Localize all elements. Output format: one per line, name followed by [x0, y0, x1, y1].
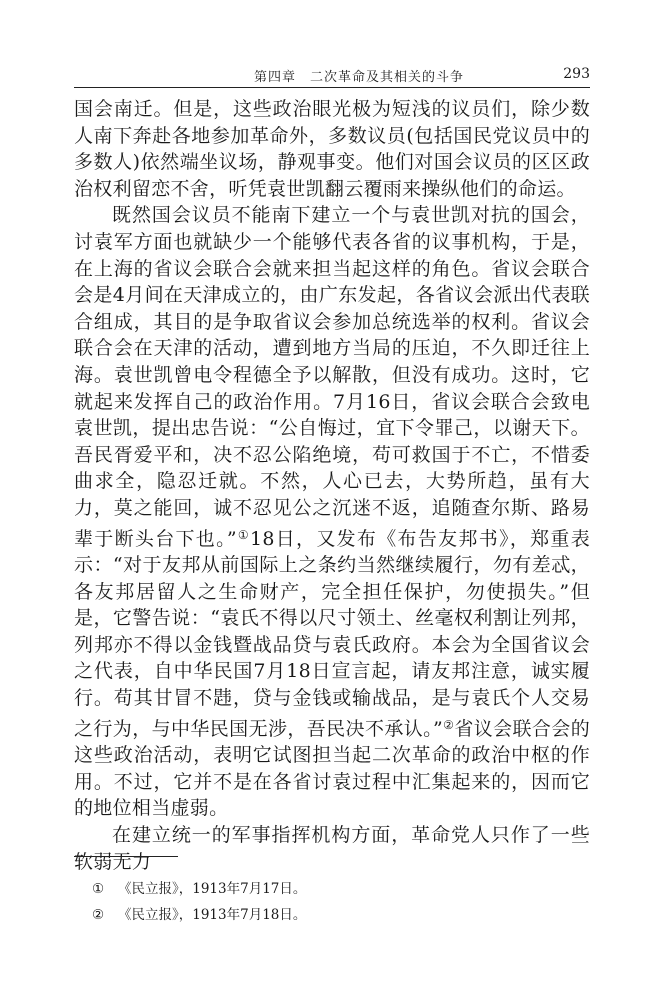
footnote-1	[92, 876, 306, 902]
footnotes	[92, 876, 306, 928]
footnote-rule	[74, 856, 178, 857]
paragraph-2-part-b: 18日，又发布《布告友邦书》，郑重表示：“对于友邦从前国际上之条约当然继续履行，勿有差忒，各友邦居留人之生命财产，完全担任保护，勿使损失。”但是，它警告说：“袁氏不得以尺寸领土、丝毫权利割让列邦，列邦亦不得以金钱暨战品贷与袁氏政府。本会为全国省议会之代表，自中华民国7月18日宣言起，请友邦注意，诚实履行。苟其甘冒不韪，贷与金钱或输战品，是与袁氏个人交易之行为，与中华民国无涉，吾民决不承认。”	[74, 527, 591, 740]
footnote-1-mark: ①	[92, 881, 105, 897]
footnote-2-text: 《民立报》，1913年7月18日。	[118, 907, 307, 923]
footnote-ref-2: ②	[443, 717, 455, 732]
paragraph-1: 国会南迁。但是，这些政治眼光极为短浅的议员们，除少数人南下奔赴各地参加革命外，多数议员(包括国民党议员中的多数人)依然端坐议场，静观事变。他们对国会议员的区区政治权利留恋不舍，听凭袁世凯翻云覆雨来操纵他们的命运。	[74, 98, 590, 200]
paragraph-2-part-a: 既然国会议员不能南下建立一个与袁世凯对抗的国会，讨袁军方面也就缺少一个能够代表各省的议事机构，于是，在上海的省议会联合会就来担当起这样的角色。省议会联合会是4月间在天津成立的，由广东发起，各省议会派出代表联合组成，其目的是争取省议会参加总统选举的权利。省议会联合会在天津的活动，遭到地方当局的压迫，不久即迁往上海。袁世凯曾电令程德全予以解散，但没有成功。这时，它就起来发挥自己的政治作用。7月16日，省议会联合会致电袁世凯，提出忠告说：“公自悔过，宜下令罪己，以谢天下。吾民胥爱平和，决不忍公陷绝境，苟可救国于不亡，不惜委曲求全，隐忍迁就。不然，人心已去，大势所趋，虽有大力，莫之能回，诚不忍见公之沉迷不返，追随查尔斯、路易辈于断头台下也。”	[74, 204, 590, 550]
paragraph-3: 在建立统一的军事指挥机构方面，革命党人只作了一些软弱无力	[74, 824, 590, 873]
running-header	[74, 62, 590, 88]
paragraph-2-part-c: 省议会联合会的这些政治活动，表明它试图担当起二次革命的政治中枢的作用。不过，它并不是在各省讨袁过程中汇集起来的，因而它的地位相当虚弱。	[74, 717, 591, 820]
footnote-2	[92, 902, 306, 928]
footnote-2-mark: ②	[92, 907, 105, 923]
paragraph-2	[74, 202, 590, 822]
chapter-title: 第四章 二次革命及其相关的斗争	[254, 70, 465, 85]
footnote-1-text: 《民立报》，1913年7月17日。	[118, 881, 307, 897]
header-rule	[74, 87, 590, 88]
footnote-ref-1: ①	[236, 527, 250, 542]
body-text	[74, 96, 590, 875]
page-number: 293	[563, 66, 590, 82]
